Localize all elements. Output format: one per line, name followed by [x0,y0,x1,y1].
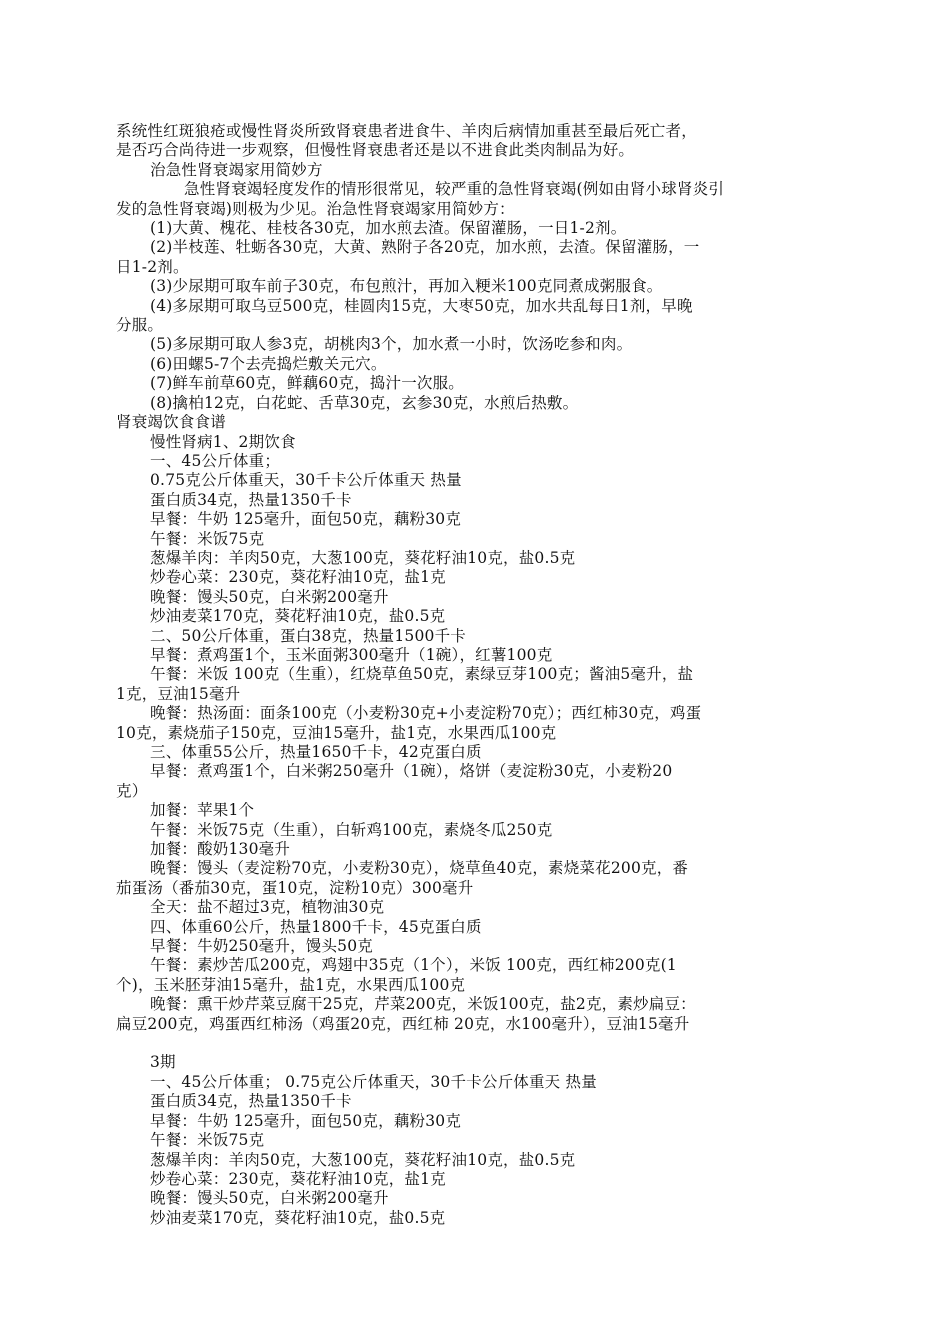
text-line: 晚餐：熏干炒芹菜豆腐干25克，芹菜200克，米饭100克，盐2克，素炒扁豆： [150,995,696,1014]
text-line: 扁豆200克，鸡蛋西红柿汤（鸡蛋20克，西红柿 20克，水100毫升），豆油15毫升 [116,1014,690,1033]
text-line: 晚餐：热汤面：面条100克（小麦粉30克+小麦淀粉70克）；西红柿30克，鸡蛋 [150,704,702,723]
text-line: 晚餐：馒头50克，白米粥200毫升 [150,1189,389,1208]
text-line: 炒油麦菜170克，葵花籽油10克，盐0.5克 [150,1208,446,1227]
text-line: 治急性肾衰竭家用简妙方 [150,160,323,179]
text-line: (1)大黄、槐花、桂枝各30克，加水煎去渣。保留灌肠，一日1-2剂。 [150,219,627,238]
text-line: 午餐：素炒苦瓜200克，鸡翅中35克（1个），米饭 100克，西红柿200克(1 [150,956,677,975]
text-line: 一、45公斤体重； 0.75克公斤体重天，30千卡公斤体重天 热量 [150,1072,597,1091]
text-line: 晚餐：馒头（麦淀粉70克，小麦粉30克），烧草鱼40克，素烧菜花200克，番 [150,859,689,878]
text-line: 蛋白质34克，热量1350千卡 [150,1092,352,1111]
text-line: 1克，豆油15毫升 [116,684,241,703]
text-line: 个)，玉米胚芽油15毫升，盐1克，水果西瓜100克 [116,975,466,994]
text-line: (3)少尿期可取车前子30克，布包煎汁，再加入粳米100克同煮成粥服食。 [150,277,663,296]
text-line: 0.75克公斤体重天，30千卡公斤体重天 热量 [150,471,462,490]
text-line: 早餐：牛奶 125毫升，面包50克，藕粉30克 [150,510,462,529]
text-line: (2)半枝莲、牡蛎各30克，大黄、熟附子各20克，加水煎，去渣。保留灌肠，一 [150,238,700,257]
text-line: 早餐：煮鸡蛋1个，玉米面粥300毫升（1碗），红薯100克 [150,645,553,664]
text-line: 二、50公斤体重，蛋白38克，热量1500千卡 [150,626,466,645]
text-line: 慢性肾病1、2期饮食 [150,432,296,451]
text-line: 3期 [150,1053,176,1072]
text-line: 炒油麦菜170克，葵花籽油10克，盐0.5克 [150,607,446,626]
text-line: 葱爆羊肉：羊肉50克，大葱100克，葵花籽油10克，盐0.5克 [150,1150,576,1169]
text-line: 系统性红斑狼疮或慢性肾炎所致肾衰患者进食牛、羊肉后病情加重甚至最后死亡者， [116,122,697,140]
text-line: 日1-2剂。 [116,257,189,276]
text-line: 是否巧合尚待进一步观察，但慢性肾衰患者还是以不进食此类肉制品为好。 [116,141,635,160]
text-line: 发的急性肾衰竭)则极为少见。治急性肾衰竭家用简妙方： [116,199,515,218]
text-line: 全天：盐不超过3克，植物油30克 [150,898,385,917]
text-line: 炒卷心菜：230克，葵花籽油10克，盐1克 [150,568,446,587]
text-line: (6)田螺5-7个去壳捣烂敷关元穴。 [150,354,387,373]
text-line: 午餐：米饭75克（生重），白斩鸡100克，素烧冬瓜250克 [150,820,553,839]
text-line: 晚餐：馒头50克，白米粥200毫升 [150,587,389,606]
text-line: (4)多尿期可取乌豆500克，桂圆肉15克，大枣50克，加水共乱每日1剂，早晚 [150,296,693,315]
text-line: 四、体重60公斤，热量1800千卡，45克蛋白质 [150,917,482,936]
text-line: 午餐：米饭75克 [150,1131,265,1150]
text-line: 蛋白质34克，热量1350千卡 [150,490,352,509]
text-line: 10克，素烧茄子150克，豆油15毫升，盐1克，水果西瓜100克 [116,723,557,742]
text-line: (7)鲜车前草60克，鲜藕60克，捣汁一次服。 [150,374,465,393]
text-line: 分服。 [116,316,164,335]
text-line: 三、体重55公斤，热量1650千卡，42克蛋白质 [150,743,482,761]
text-line: (8)擒柏12克，白花蛇、舌草30克，玄参30克，水煎后热敷。 [150,393,579,412]
text-line: 一、45公斤体重； [150,451,281,470]
text-line: 克） [116,781,148,800]
text-line: 急性肾衰竭轻度发作的情形很常见，较严重的急性肾衰竭(例如由肾小球肾炎引 [184,180,725,199]
text-line: (5)多尿期可取人参3克，胡桃肉3个，加水煮一小时，饮汤吃参和肉。 [150,335,633,354]
blank-line [116,1034,836,1053]
document-page [116,122,836,1228]
text-line: 午餐：米饭75克 [150,529,265,548]
text-line: 肾衰竭饮食食谱 [116,413,226,432]
text-line: 加餐：苹果1个 [150,801,255,820]
text-line: 早餐：牛奶250毫升，馒头50克 [150,937,374,956]
text-line: 早餐：牛奶 125毫升，面包50克，藕粉30克 [150,1111,462,1130]
text-line: 午餐：米饭 100克（生重），红烧草鱼50克，素绿豆芽100克；酱油5毫升，盐 [150,665,694,684]
text-line: 加餐：酸奶130毫升 [150,840,291,859]
text-line: 葱爆羊肉：羊肉50克，大葱100克，葵花籽油10克，盐0.5克 [150,548,576,567]
text-line: 茄蛋汤（番茄30克，蛋10克，淀粉10克）300毫升 [116,878,474,897]
text-line: 早餐：煮鸡蛋1个，白米粥250毫升（1碗），烙饼（麦淀粉30克，小麦粉20 [150,762,673,781]
text-line: 炒卷心菜：230克，葵花籽油10克，盐1克 [150,1169,446,1188]
